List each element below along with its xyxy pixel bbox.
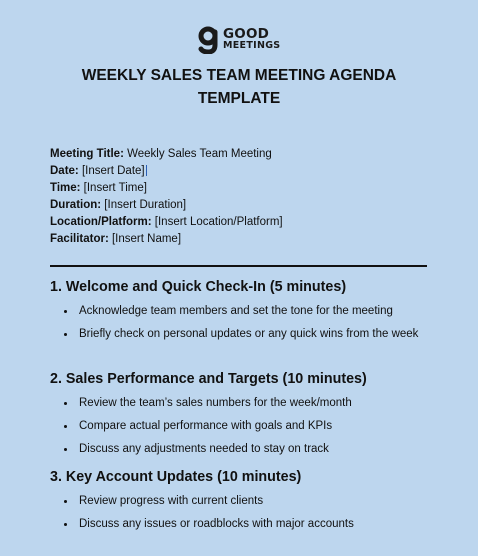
meeting-details xyxy=(50,146,283,248)
document-title xyxy=(0,64,478,110)
section-heading: 1. Welcome and Quick Check-In (5 minutes) xyxy=(50,279,347,295)
meta-label: Location/Platform: xyxy=(50,216,152,228)
good-meetings-logo xyxy=(198,26,280,54)
agenda-section-welcome xyxy=(50,277,430,343)
list-item: Acknowledge team members and set the tone for the meeting xyxy=(50,302,430,320)
list-item: Discuss any issues or roadblocks with major accounts xyxy=(50,515,430,533)
meta-label: Duration: xyxy=(50,199,102,211)
logo-wordmark xyxy=(223,28,280,52)
list-item: Compare actual performance with goals and KPIs xyxy=(50,417,430,435)
title-line-2: TEMPLATE xyxy=(197,90,281,107)
section-heading: 3. Key Account Updates (10 minutes) xyxy=(50,469,302,485)
meta-label: Meeting Title: xyxy=(50,148,124,160)
agenda-section-key-accounts xyxy=(50,467,430,533)
meta-value: [Insert Name] xyxy=(108,233,182,245)
meta-value: [Insert Time] xyxy=(80,182,147,194)
meta-label: Time: xyxy=(50,182,81,194)
list-item: Briefly check on personal updates or any quick wins from the week xyxy=(50,325,430,343)
time-row xyxy=(50,180,283,197)
list-item: Review the team’s sales numbers for the week/month xyxy=(50,394,430,412)
section-heading: 2. Sales Performance and Targets (10 minutes) xyxy=(50,371,367,387)
horizontal-divider xyxy=(50,265,427,267)
bullet-list xyxy=(50,492,430,533)
meta-label: Date: xyxy=(50,165,79,177)
agenda-section-sales-performance xyxy=(50,369,430,458)
meta-value: [Insert Location/Platform] xyxy=(151,216,283,228)
title-line-1: WEEKLY SALES TEAM MEETING AGENDA xyxy=(81,67,397,84)
logo-line-1: GOOD xyxy=(223,26,270,42)
meta-label: Facilitator: xyxy=(50,233,109,245)
text-cursor xyxy=(146,165,147,176)
duration-row xyxy=(50,197,283,214)
good-meetings-logo-icon xyxy=(198,26,220,54)
meta-value: Weekly Sales Team Meeting xyxy=(123,148,272,160)
list-item: Discuss any adjustments needed to stay on track xyxy=(50,440,430,458)
meeting-title-row xyxy=(50,146,283,163)
meta-value: [Insert Date] xyxy=(78,165,145,177)
bullet-list xyxy=(50,302,430,343)
location-row xyxy=(50,214,283,231)
meta-value: [Insert Duration] xyxy=(101,199,187,211)
bullet-list xyxy=(50,394,430,458)
date-row xyxy=(50,163,283,180)
list-item: Review progress with current clients xyxy=(50,492,430,510)
logo-line-2: MEETINGS xyxy=(223,40,281,51)
facilitator-row xyxy=(50,231,283,248)
